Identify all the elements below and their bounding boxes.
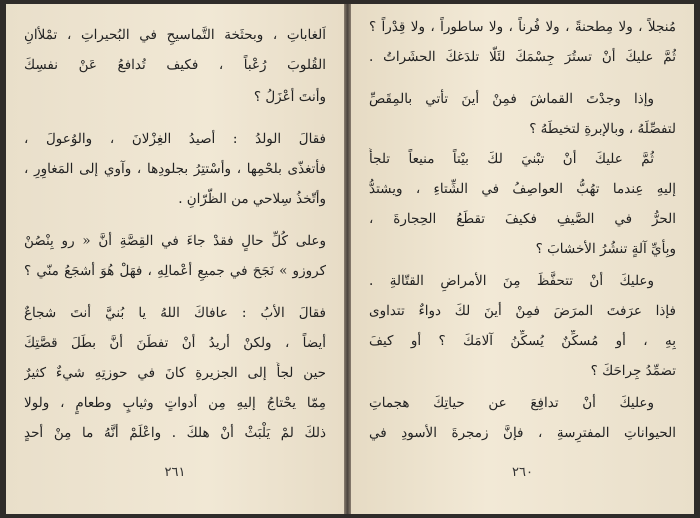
right-line-14: الحيواناتِ المفترِسةِ ، فإنَّ زمجرةَ الأسودِ في <box>369 425 676 441</box>
left-line-1: اَلغاباتِ ، وبحثَخة التَّماسيحِ في البُحيراتِ ، تمْلأانِ <box>24 27 326 43</box>
left-line-6: وأتّخذُ سِلاحي من الظُّرّانِ . <box>178 191 326 207</box>
left-line-12: مِمّا يحْتاجُ إليهِ مِن أدواتٍ وثيابٍ وطعامٍ ، ولولا <box>24 395 326 411</box>
left-page-number: ٢٦١ <box>164 465 186 480</box>
right-page-number: ٢٦٠ <box>512 465 533 480</box>
left-line-4: فقالَ الولدُ : أصيدُ الغِزْلانَ ، والوُعولَ ، <box>24 131 326 147</box>
right-line-1: مُنجلاً ، ولا مِطحنةً ، ولا فُرناً ، ولا ساطوراً ، ولا قِدْراً ؟ <box>369 19 676 35</box>
right-line-10: فإذا عرَفتَ المرَضَ فمِنْ أينَ لكَ دواءٌ تتداوى <box>369 303 676 319</box>
right-line-9: وعليكَ أنْ تتحفَّظَ مِنَ الأمراضِ القتّالةِ . <box>369 273 654 289</box>
right-line-5: ثُمَّ عليكَ أنْ تبْنيَ لكَ بيْتاً منيعاً تلجأُ <box>369 151 654 167</box>
left-line-5: فأتغذّى بلحْمِها ، وأسْتتِرُ بجلودِها ، وآوي إلى المَغاوِرِ ، <box>24 161 326 177</box>
book-spread <box>6 4 694 514</box>
left-line-9: فقالَ الأبُ : عافاكَ اللهُ يا بُنيَّ أنتَ شجاعٌ <box>24 305 326 321</box>
right-line-8: وبِأيِّ آلةٍ تنشُرُ الأخشابَ ؟ <box>535 241 676 257</box>
right-line-3: وإذا وجدْتَ القماشَ فمِنْ أينَ تأتي بالمِقَصِّ <box>369 91 654 107</box>
right-line-4: لتفصِّلَهُ ، وبالإبرةِ لتخيطَهُ ؟ <box>529 121 676 137</box>
right-line-11: بِهِ ، أو مُسكِّنٌ يُسكِّنُ آلامَكَ ؟ أو كيفَ <box>369 333 676 349</box>
left-line-3: وأنتَ أعْزَلُ ؟ <box>253 89 326 105</box>
right-line-2: ثُمَّ عليكَ أنْ تستُرَ جِسْمَكَ لئَلّا تلدَغكَ الحشَراتُ . <box>369 49 676 65</box>
left-line-8: كروزو » نَجَحَ في جميعِ أعْمالِهِ ، فهَلْ هُوَ أشجَعُ منّي ؟ <box>24 263 326 279</box>
right-page <box>351 4 694 514</box>
left-page <box>6 4 344 514</box>
right-line-6: إليهِ عِندما تهُبُّ العواصِفُ في الشِّتاءِ ، ويشتدُّ <box>369 181 676 197</box>
left-line-11: حين لجأَ إلى الجزيرةِ كانَ في حوزتِهِ شيءٌ كثيرٌ <box>24 365 326 381</box>
book-gutter <box>344 4 351 514</box>
left-line-7: وعلى كُلِّ حالٍ فقدْ جاءَ في القِصَّةِ أنَّ « رو بِنْصُنْ <box>24 233 326 249</box>
left-line-13: ذلكَ لمْ يَلْبَثْ أنْ هلكَ . واعْلَمْ أنَّهُ ما مِنْ أحدٍ <box>24 425 326 441</box>
left-line-10: أيضاً ، ولكنْ أريدُ أنْ تفطَنَ أنَّ بطَلَ قصَّتِكَ <box>24 335 326 351</box>
right-line-13: وعليكَ أنْ تدافِعَ عن حياتِكَ هجماتِ <box>369 395 654 411</box>
right-line-7: الحرُّ في الصَّيفِ فكيفَ تقطَعُ الحِجارةَ ، <box>369 211 676 227</box>
left-line-2: القُلوبَ رُعْباً ، فكيف تُدافعُ عَنْ نفسِكَ <box>24 57 326 73</box>
right-line-12: تضمِّدُ جِراحَكَ ؟ <box>590 363 676 379</box>
